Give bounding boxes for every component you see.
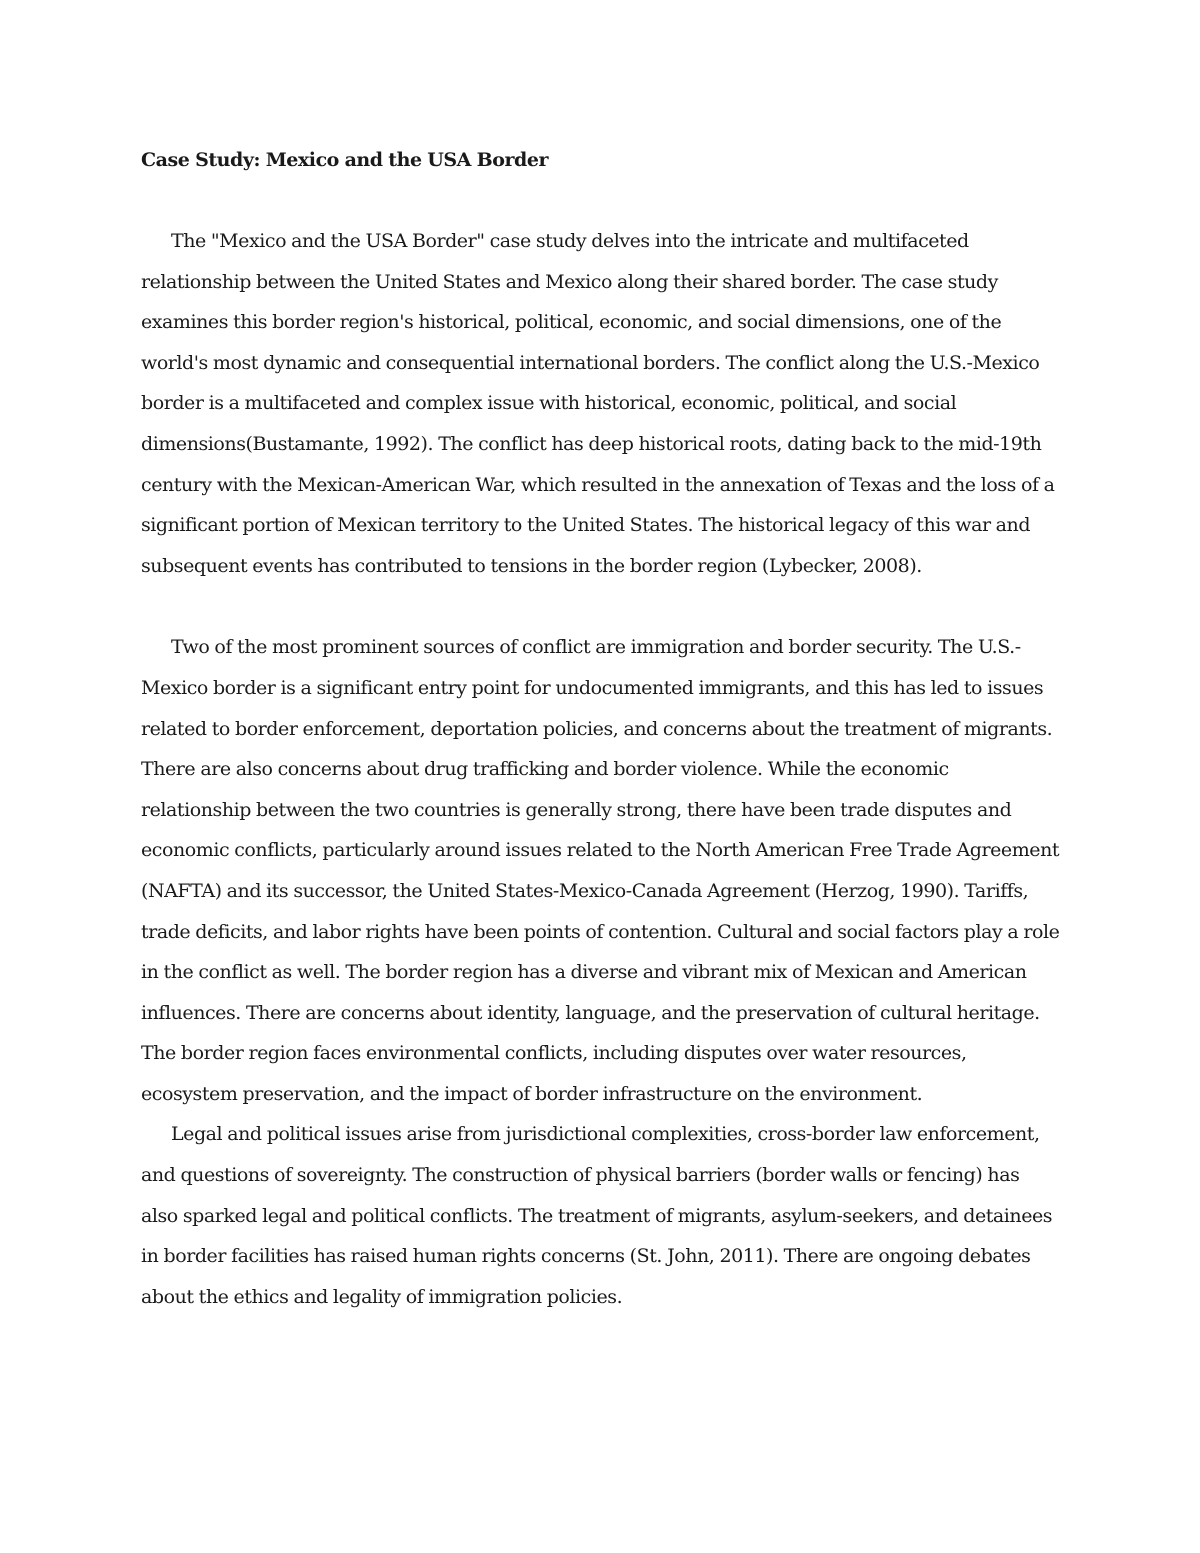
paragraph-1: The "Mexico and the USA Border" case study delves into the intricate and multifaceted relationship between the United States and Mexico along their shared border. The case study examines this border region's historical, political, economic, and social dimensions, one of the world's most dynamic and consequential international borders. The conflict along the U.S.-Mexico border is a multifaceted and complex issue with historical, economic, political, and social dimensions(Bustamante, 1992). The conflict has deep historical roots, dating back to the mid-19th century with the Mexican-American War, which resulted in the annexation of Texas and the loss of a significant portion of Mexican territory to the United States. The historical legacy of this war and subsequent events has contributed to tensions in the border region (Lybecker, 2008). — [141, 230, 1055, 577]
spacer — [141, 180, 1061, 221]
paragraph-2: Two of the most prominent sources of conflict are immigration and border security. The U.S.-Mexico border is a significant entry point for undocumented immigrants, and this has led to issues related to border enforcement, deportation policies, and concerns about the treatment of migrants. There are also concerns about drug trafficking and border violence. While the economic relationship between the two countries is generally strong, there have been trade disputes and economic conflicts, particularly around issues related to the North American Free Trade Agreement (NAFTA) and its successor, the United States-Mexico-Canada Agreement (Herzog, 1990). Tariffs, trade deficits, and labor rights have been points of contention. Cultural and social factors play a role in the conflict as well. The border region has a diverse and vibrant mix of Mexican and American influences. There are concerns about identity, language, and the preservation of cultural heritage. The border region faces environmental conflicts, including disputes over water resources, ecosystem preservation, and the impact of border infrastructure on the environment. — [141, 636, 1060, 1105]
document-title: Case Study: Mexico and the USA Border — [141, 149, 549, 171]
spacer — [141, 586, 1061, 627]
document-body — [141, 140, 1061, 1317]
paragraph-3: Legal and political issues arise from jurisdictional complexities, cross-border law enforcement, and questions of sovereignty. The construction of physical barriers (border walls or fencing) has also sparked legal and political conflicts. The treatment of migrants, asylum-seekers, and detainees in border facilities has raised human rights concerns (St. John, 2011). There are ongoing debates about the ethics and legality of immigration policies. — [141, 1123, 1053, 1308]
